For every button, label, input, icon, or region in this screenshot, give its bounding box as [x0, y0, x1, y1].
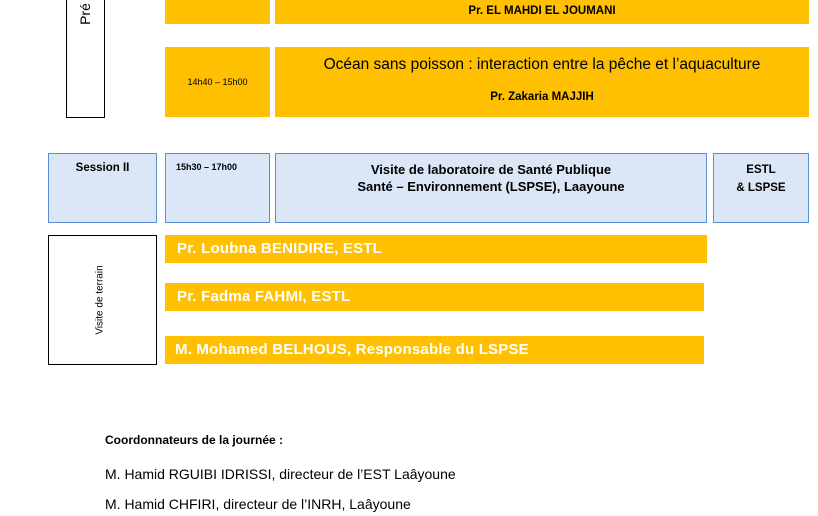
session2-location-line1: ESTL	[746, 164, 776, 176]
session2-location-line2: & LSPSE	[736, 182, 786, 194]
coordinators-heading: Coordonnateurs de la journée :	[105, 433, 284, 447]
talk1-title-cell	[275, 0, 809, 24]
talk2-title: Océan sans poisson : interaction entre la pêche et l’aquaculture	[323, 56, 761, 73]
talk2-time: 14h40 – 15h00	[187, 77, 248, 87]
field-visit-label-box	[48, 235, 157, 365]
session2-label: Session II	[75, 162, 130, 174]
session2-title-line1: Visite de laboratoire de Santé Publique	[370, 162, 612, 177]
talk2-title-cell	[275, 47, 809, 117]
field-visit-person-bar	[165, 283, 704, 311]
field-visit-person: Pr. Fadma FAHMI, ESTL	[177, 288, 351, 305]
session2-location-cell	[713, 153, 809, 223]
field-visit-person: Pr. Loubna BENIDIRE, ESTL	[177, 240, 383, 257]
session2-title-cell	[275, 153, 707, 223]
session2-time-cell	[165, 153, 270, 223]
field-visit-label: Visite de terrain	[94, 265, 106, 335]
field-visit-person-bar	[165, 235, 707, 263]
coordinator-item: M. Hamid RGUIBI IDRISSI, directeur de l’EST Laâyoune	[105, 466, 456, 482]
session2-title-line2: Santé – Environnement (LSPSE), Laayoune	[357, 179, 625, 194]
talk1-time-cell	[165, 0, 270, 24]
talk2-time-cell	[165, 47, 270, 117]
talk1-speaker: Pr. EL MAHDI EL JOUMANI	[468, 5, 616, 17]
field-visit-person-bar	[165, 336, 704, 364]
session2-time: 15h30 – 17h00	[176, 162, 238, 172]
talk2-speaker: Pr. Zakaria MAJJIH	[490, 91, 594, 103]
session2-label-cell	[48, 153, 157, 223]
presentations-label-box	[66, 0, 105, 118]
presentations-label: Pré	[77, 3, 93, 25]
field-visit-person: M. Mohamed BELHOUS, Responsable du LSPSE	[175, 341, 529, 358]
coordinator-item: M. Hamid CHFIRI, directeur de l’INRH, Laâyoune	[105, 496, 411, 512]
